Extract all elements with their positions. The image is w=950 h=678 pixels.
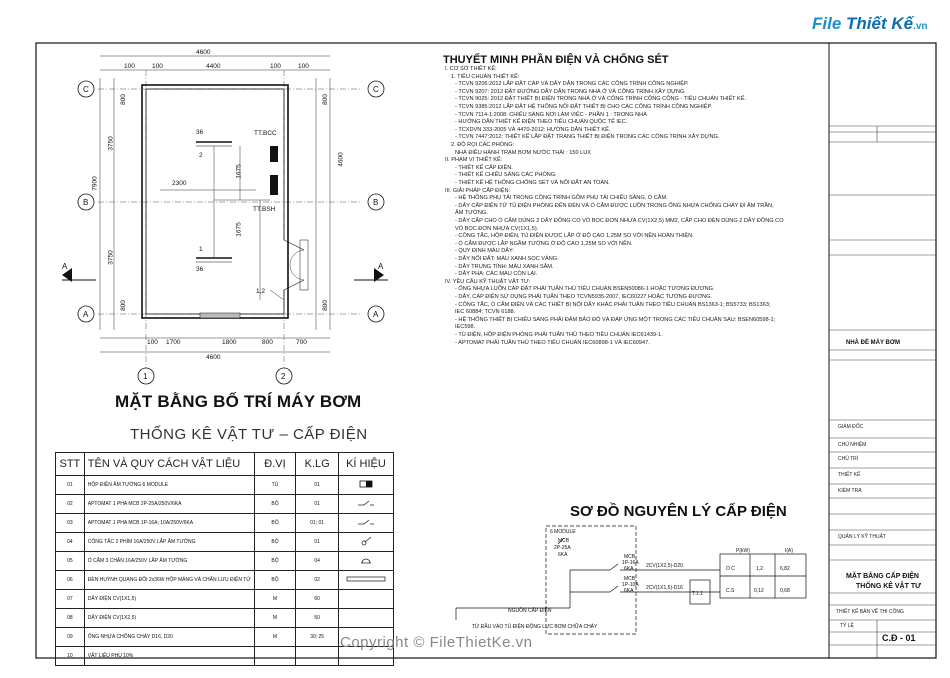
bom-row — [56, 495, 394, 514]
notes-line: IEC 60884; TCVN 6188. — [455, 309, 516, 316]
axis-a-left: A — [83, 310, 89, 319]
tb-row: GIÁM ĐỐC — [838, 424, 864, 430]
bom-col-stt: STT — [56, 453, 85, 476]
sch-mcb1-ka: 6KA — [624, 566, 634, 572]
dim-top: 4400 — [206, 63, 221, 70]
axis-b-right: B — [373, 198, 379, 207]
notes-line: - CÔNG TẮC, HỘP ĐIỆN, TỦ ĐIỆN ĐƯỢC LẮP Ở ĐỘ CAO 1,25M SO VỚI NỀN HOÀN THIỆN. — [455, 233, 694, 240]
axis-a-right: A — [373, 310, 379, 319]
axis-b-left: B — [83, 198, 89, 207]
bom-stt: 10 — [56, 647, 85, 666]
bom-unit: TỦ — [254, 476, 296, 495]
bom-symbol-icon — [338, 590, 393, 609]
notes-line: - Ổ CẮM ĐƯỢC LẮP NGẦM TƯỜNG Ở ĐỘ CAO 1,25M SO VỚI NỀN. — [455, 240, 633, 247]
dim-right-total: 4600 — [337, 152, 345, 167]
notes-line: IEC598. — [455, 324, 476, 331]
tb-stage: THIẾT KẾ BẢN VẼ THI CÔNG — [836, 609, 904, 615]
notes-line: ÂM TƯỜNG. — [455, 210, 488, 217]
dim-left: 3750 — [107, 136, 115, 151]
schematic-diagram — [450, 520, 820, 640]
notes-line: NHÀ ĐIỀU HÀNH TRẠM BƠM NƯỚC THẢI : 150 LUX — [455, 149, 592, 156]
notes-line: - TCVN 7114-1:2008: CHIẾU SÁNG NƠI LÀM VIỆC - PHẦN 1 : TRONG NHÀ — [455, 111, 647, 118]
dim-bottom: 1700 — [166, 339, 181, 346]
axis-c-right: C — [373, 85, 379, 94]
bom-symbol-icon — [338, 552, 393, 571]
sch-p2: 0,12 — [754, 588, 764, 594]
bom-stt: 01 — [56, 476, 85, 495]
panel-label: TT.BSH — [253, 206, 276, 213]
bom-name: ỐNG NHỰA CHỐNG CHÁY D16, D20 — [84, 628, 254, 647]
notes-line: I. CƠ SỞ THIẾT KẾ: — [445, 66, 497, 72]
notes-line: - HỆ THỐNG THIẾT BỊ CHIẾU SÁNG PHẢI ĐẢM BẢO ĐỘ VÀ ĐÁP ỨNG MỘT TRONG CÁC TIÊU CHUẨN SAU: BSEN60598-1; — [455, 316, 776, 323]
bom-symbol-icon — [338, 514, 393, 533]
bom-unit — [254, 647, 296, 666]
bom-stt: 05 — [56, 552, 85, 571]
notes-line: - HƯỚNG DẪN THIẾT KẾ ĐIỆN THEO TIÊU CHUẨN QUỐC TẾ IEC. — [455, 119, 628, 126]
circuit-label: 1,2 — [256, 288, 266, 295]
bom-qty: 50 — [296, 609, 339, 628]
notes-title: THUYẾT MINH PHẦN ĐIỆN VÀ CHỐNG SÉT — [443, 54, 669, 66]
bom-row — [56, 571, 394, 590]
bom-unit: BỘ — [254, 552, 296, 571]
sch-main-box: 6 MODULE — [550, 529, 576, 535]
notes-line: - QUY ĐỊNH MÀU DÂY: — [455, 248, 514, 255]
bom-row — [56, 514, 394, 533]
axis-1: 1 — [143, 372, 148, 381]
sch-i-header: I(A) — [785, 548, 794, 554]
bom-name: ĐÈN HUỲNH QUANG ĐÔI 2x36W HỘP MÁNG VÀ CHẤN LƯU ĐIỆN TỬ — [84, 571, 254, 590]
notes-line: - TỦ ĐIỆN, HỘP ĐIỆN PHÒNG PHẢI TUÂN THỦ THEO TIÊU CHUẨN IEC61439-1. — [455, 332, 663, 338]
sch-mcb1: MCB — [624, 554, 636, 560]
bom-unit: BỘ — [254, 514, 296, 533]
bom-qty: 01 — [296, 495, 339, 514]
notes-line: - TCVN 9025: 2012 ĐẶT THIẾT BỊ ĐIỆN TRONG NHÀ Ở VÀ CÔNG TRÌNH CÔNG CỘNG - TIÊU CHUẨN THIẾT KẾ. — [455, 96, 747, 103]
dim-top: 100 — [298, 63, 309, 70]
bom-name: DÂY ĐIỆN CV(1X2,5) — [84, 609, 254, 628]
panel-label: TT.BCC — [254, 130, 277, 137]
bom-stt: 07 — [56, 590, 85, 609]
dim-right: 800 — [321, 94, 329, 105]
bom-qty: 02 — [296, 571, 339, 590]
notes-line: - DÂY CẤP ĐIỆN TỪ TỦ ĐIỆN PHÒNG ĐẾN ĐÈN VÀ Ổ CẮM ĐƯỢC LUỒN TRONG ỐNG NHỰA CHỐNG CHÁY ĐI ÂM TRẦN, — [455, 202, 774, 209]
notes-line: 1. TIÊU CHUẨN THIẾT KẾ: — [451, 73, 520, 80]
sch-mcb2: MCB — [624, 576, 636, 582]
bom-symbol-icon — [338, 476, 393, 495]
dim-bottom-total: 4600 — [206, 354, 221, 361]
sch-i2: 0,68 — [780, 588, 790, 594]
notes-line: - TCVN 9207: 2012 ĐẶT ĐƯỜNG DÂY DẪN TRONG NHÀ Ở VÀ CÔNG TRÌNH XÂY DỰNG. — [455, 88, 686, 95]
sch-mcb1-rating: 1P-16A — [622, 560, 639, 566]
dim-bottom: 800 — [262, 339, 273, 346]
sch-cable1: 2CV(1X2,5)-D20 — [646, 563, 683, 569]
notes-line: - ỐNG NHỰA LUỒN CÁP ĐẶT PHẢI TUÂN THỦ TIÊU CHUẨN BSEN50086-1 HOẶC TƯƠNG ĐƯƠNG. — [455, 286, 715, 293]
tb-drawing-title-1: MẶT BẰNG CẤP ĐIỆN — [846, 573, 919, 580]
bom-name: DÂY ĐIỆN CV(1X1,5) — [84, 590, 254, 609]
bom-qty — [296, 647, 339, 666]
bom-col-name: TÊN VÀ QUY CÁCH VẬT LIỆU — [84, 453, 254, 476]
bom-col-symbol: KÍ HIỆU — [338, 453, 393, 476]
sch-p-header: P(kW) — [736, 548, 750, 554]
sch-cable2: 2CV(1X1,5)-D16 — [646, 585, 683, 591]
sch-load1: Ổ C — [726, 566, 735, 572]
notes-line: - DÂY PHA: CÁC MÀU CÒN LẠI. — [455, 271, 538, 278]
dim-left: 3750 — [107, 250, 115, 265]
schematic-title: SƠ ĐỒ NGUYÊN LÝ CẤP ĐIỆN — [570, 503, 787, 520]
dim-top: 100 — [124, 63, 135, 70]
bom-row — [56, 552, 394, 571]
dim-bottom: 100 — [147, 339, 158, 346]
bom-qty: 04 — [296, 552, 339, 571]
bom-row — [56, 533, 394, 552]
tb-drawing-title-2: THỐNG KÊ VẬT TƯ — [856, 583, 921, 590]
bom-row — [56, 590, 394, 609]
tb-row: THIẾT KẾ — [838, 472, 861, 478]
bom-qty: 30; 25 — [296, 628, 339, 647]
notes-line: - CÔNG TẮC, Ổ CẮM ĐIỆN VÀ CÁC THIẾT BỊ NỐI DÂY KHÁC PHẢI TUÂN THEO TIÊU CHUẨN BS1363-1; BS5733; BS1363; — [455, 301, 771, 308]
tb-row: CHỦ TRÌ — [838, 456, 859, 462]
sch-mcb2-ka: 6KA — [624, 588, 634, 594]
light-wattage: 36 — [196, 266, 204, 273]
notes-line: - TCVN 9385:2012 LẮP ĐẶT HỆ THỐNG NỐI ĐẤT THIẾT BỊ CHO CÁC CÔNG TRÌNH CÔNG NGHIỆP. — [455, 104, 713, 110]
tb-project: NHÀ ĐỀ MÁY BƠM — [846, 340, 901, 346]
notes-line: - THIẾT KẾ CẤP ĐIỆN. — [455, 164, 513, 171]
tb-scale: TỶ LỆ — [840, 623, 854, 629]
dim-top-total: 4600 — [196, 49, 211, 56]
bom-symbol-icon — [338, 533, 393, 552]
dim-top: 100 — [152, 63, 163, 70]
bom-row — [56, 476, 394, 495]
bom-symbol-icon — [338, 495, 393, 514]
sch-source: NGUỒN CẤP ĐIỆN — [508, 608, 552, 614]
sch-i1: 6,82 — [780, 566, 790, 572]
bom-stt: 09 — [56, 628, 85, 647]
bom-qty: 01 — [296, 533, 339, 552]
bom-name: HỘP ĐIỆN ÂM TƯỜNG 6 MODULE — [84, 476, 254, 495]
sch-p1: 1,2 — [756, 566, 763, 572]
bom-qty: 60 — [296, 590, 339, 609]
axis-c-left: C — [83, 85, 89, 94]
notes-line: - DÂY NỐI ĐẤT: MÀU XANH SỌC VÀNG. — [455, 256, 559, 262]
bom-stt: 02 — [56, 495, 85, 514]
bom-stt: 04 — [56, 533, 85, 552]
sch-main-ka: 6KA — [558, 552, 568, 558]
light-circuit: 1 — [199, 246, 203, 253]
bom-name: APTOMAT 1 PHA MCB 1P-16A; 10A/250V/6KA — [84, 514, 254, 533]
tb-row: KIỂM TRA — [838, 488, 862, 494]
tb-row: QUẢN LÝ KỸ THUẬT — [838, 534, 886, 540]
bom-unit: BỘ — [254, 533, 296, 552]
dim-bottom: 1800 — [222, 339, 237, 346]
notes-line: IV. YÊU CẦU KỸ THUẬT VẬT TƯ: — [445, 278, 531, 285]
notes-line: - TCVN 7447:2012: THIẾT KẾ LẮP ĐẶT TRANG THIẾT BỊ ĐIỆN TRONG CÁC CÔNG TRÌNH XÂY DỰNG. — [455, 134, 720, 141]
bom-unit: BỘ — [254, 495, 296, 514]
tb-sheet-number: C.Đ - 01 — [882, 633, 916, 643]
bom-header-row — [56, 453, 394, 476]
bom-name: Ổ CẮM 3 CHÂN 16A/250V LẮP ÂM TƯỜNG — [84, 552, 254, 571]
notes-line: VỎ BỌC ĐƠN NHỰA CV(1X1,5). — [455, 225, 539, 232]
sch-source-note: TỪ ĐẦU VÀO TỦ ĐIỆN ĐỘNG LỰC BƠM CHỮA CHÁY — [472, 624, 598, 630]
dim-inner: 1675 — [235, 164, 243, 179]
dim-inner: 1675 — [235, 222, 243, 237]
notes-line: - DÂY TRUNG TÍNH: MÀU XANH SẪM. — [455, 263, 554, 270]
bom-unit: M — [254, 628, 296, 647]
notes-line: - TCXDVN 333-2005 VÀ 4470-2012: HƯỚNG DẪN THIẾT KẾ. — [455, 126, 611, 133]
bom-unit: M — [254, 590, 296, 609]
bom-symbol-icon — [338, 609, 393, 628]
bom-unit: BỘ — [254, 571, 296, 590]
sch-load2: C.S — [726, 588, 735, 594]
dim-left: 800 — [119, 300, 127, 311]
bom-col-qty: K.LG — [296, 453, 339, 476]
section-mark-left: A — [62, 262, 68, 271]
watermark: Copyright © FileThietKe.vn — [340, 634, 533, 651]
notes-line: - DÂY, CÁP ĐIỆN SỬ DỤNG PHẢI TUÂN THEO TCVN5935-2007, IEC60227 HOẶC TƯƠNG ĐƯƠNG. — [455, 294, 713, 300]
light-wattage: 36 — [196, 129, 204, 136]
bom-qty: 01; 01 — [296, 514, 339, 533]
site-logo: File Thiết Kế.vn — [812, 14, 928, 33]
dim-bottom: 700 — [296, 339, 307, 346]
sch-mcb2-rating: 1P-10A — [622, 582, 639, 588]
bom-stt: 06 — [56, 571, 85, 590]
dim-left-total: 7900 — [91, 176, 99, 191]
axis-2: 2 — [281, 372, 286, 381]
notes-line: - APTOMAT PHẢI TUÂN THỦ THEO TIÊU CHUẨN IEC60898-1 VÀ IEC60947. — [455, 339, 650, 346]
plan-title: MẶT BẰNG BỐ TRÍ MÁY BƠM — [115, 392, 362, 411]
sch-main-mcb: MCB — [558, 538, 570, 544]
bom-stt: 08 — [56, 609, 85, 628]
dim-inner: 2300 — [172, 180, 187, 187]
bom-unit: M — [254, 609, 296, 628]
section-mark-right: A — [378, 262, 384, 271]
dim-top: 100 — [270, 63, 281, 70]
notes-line: - DÂY CẤP CHO Ổ CẮM DÙNG 2 DÂY ĐỒNG CO VỎ BỌC ĐƠN NHỰA CV(1X2,5) MM2, CẤP CHO ĐÈN DÙNG 2 DÂY ĐỒNG CO — [455, 218, 784, 224]
bom-stt: 03 — [56, 514, 85, 533]
sch-main-rating: 2P-25A — [554, 545, 571, 551]
bom-qty: 01 — [296, 476, 339, 495]
bom-col-unit: Đ.VỊ — [254, 453, 296, 476]
notes-line: - THIẾT KẾ CHIẾU SÁNG CÁC PHÒNG. — [455, 172, 557, 179]
bom-title: THỐNG KÊ VẬT TƯ – CẤP ĐIỆN — [130, 426, 368, 443]
notes-line: III. GIẢI PHÁP CẤP ĐIỆN: — [445, 187, 511, 194]
sch-panel: T.1.1 — [692, 591, 703, 597]
notes-line: - HỆ THỐNG PHỤ TẢI TRONG CÔNG TRÌNH GỒM PHỤ TẢI CHIẾU SÁNG, Ổ CẮM. — [455, 195, 668, 202]
dim-right: 800 — [321, 300, 329, 311]
notes-line: II. PHẠM VI THIẾT KẾ: — [445, 157, 503, 164]
light-circuit: 2 — [199, 152, 203, 159]
bom-name: CÔNG TẮC 2 PHÍM 16A/250V LẮP ÂM TƯỜNG — [84, 533, 254, 552]
notes-line: - TCVN 9206:2012 LẮP ĐẶT CÁP VÀ DÂY DẪN TRONG CÁC CÔNG TRÌNH CÔNG NGHIỆP. — [455, 81, 689, 88]
notes-line: 2. ĐỘ RỌI CÁC PHÒNG: — [451, 142, 515, 148]
bom-symbol-icon — [338, 571, 393, 590]
notes-line: - THIẾT KẾ HỆ THỐNG CHỐNG SÉT VÀ NỐI ĐẤT AN TOÀN. — [455, 180, 610, 186]
dim-left: 800 — [119, 94, 127, 105]
bom-name: APTOMAT 1 PHA MCB 2P-25A/250V/6KA — [84, 495, 254, 514]
bom-row — [56, 609, 394, 628]
bom-name: VẬT LIỆU PHỤ 10% — [84, 647, 254, 666]
tb-row: CHỦ NHIỆM — [838, 442, 867, 448]
